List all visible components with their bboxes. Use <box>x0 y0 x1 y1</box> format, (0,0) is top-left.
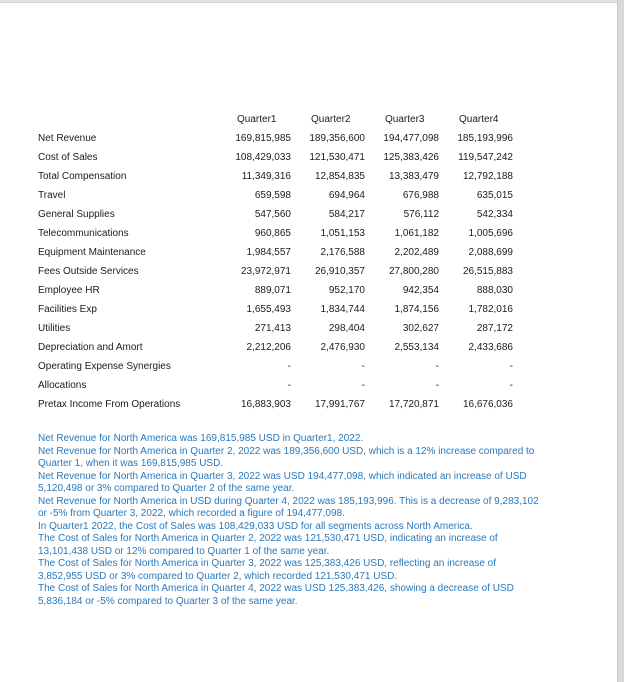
note-line: 13,101,438 USD or 12% compared to Quarter 1 of the same year. <box>38 545 330 557</box>
table-cell: - <box>435 361 439 372</box>
row-label: Depreciation and Amort <box>38 342 143 353</box>
table-row <box>38 281 513 300</box>
table-row <box>38 186 513 205</box>
column-header-quarter1: Quarter1 <box>237 114 277 125</box>
table-cell: 2,088,699 <box>468 247 513 258</box>
table-cell: 26,515,883 <box>462 266 513 277</box>
table-cell: - <box>361 380 365 391</box>
table-cell: 952,170 <box>328 285 365 296</box>
table-cell: 125,383,426 <box>383 152 439 163</box>
table-row <box>38 357 513 376</box>
table-cell: - <box>287 361 291 372</box>
note-line: Net Revenue for North America in Quarter 2, 2022 was 189,356,600 USD, which is a 12% increase compared to <box>38 445 535 457</box>
column-header-quarter3: Quarter3 <box>385 114 425 125</box>
table-cell: 121,530,471 <box>309 152 365 163</box>
note-line: Net Revenue for North America was 169,815,985 USD in Quarter1, 2022. <box>38 433 364 444</box>
table-row <box>38 243 513 262</box>
table-header-row <box>38 110 513 129</box>
page-right-edge <box>617 0 624 682</box>
row-label: Cost of Sales <box>38 152 98 163</box>
note-line: The Cost of Sales for North America in Quarter 4, 2022 was USD 125,383,426, showing a decrease of USD <box>38 583 514 594</box>
table-cell: 16,676,036 <box>462 399 513 410</box>
table-cell: 889,071 <box>254 285 291 296</box>
table-cell: 1,984,557 <box>246 247 291 258</box>
table-cell: - <box>287 380 291 391</box>
row-label: Employee HR <box>38 285 100 296</box>
table-cell: 169,815,985 <box>235 133 291 144</box>
table-cell: 108,429,033 <box>235 152 291 163</box>
table-cell: 302,627 <box>402 323 439 334</box>
table-cell: 12,854,835 <box>314 171 365 182</box>
note-line: 5,836,184 or -5% compared to Quarter 3 of the same year. <box>38 595 298 607</box>
quarterly-financials-table <box>38 110 513 414</box>
note-line: 5,120,498 or 3% compared to Quarter 2 of the same year. <box>38 483 295 494</box>
table-cell: 17,720,871 <box>388 399 439 410</box>
note-line: or -5% from Quarter 3, 2022, which recorded a figure of 194,477,098. <box>38 508 345 519</box>
table-row <box>38 300 513 319</box>
table-cell: 2,476,930 <box>320 342 365 353</box>
table-row <box>38 319 513 338</box>
row-label: Utilities <box>38 323 71 334</box>
table-row <box>38 167 513 186</box>
row-label: General Supplies <box>38 209 115 220</box>
table-cell: 1,874,156 <box>394 304 439 315</box>
column-header-quarter4: Quarter4 <box>459 114 499 125</box>
row-label-header <box>38 110 217 129</box>
table-cell: 13,383,479 <box>388 171 439 182</box>
table-cell: 1,005,696 <box>468 228 513 239</box>
table-row <box>38 395 513 414</box>
note-line: The Cost of Sales for North America in Quarter 3, 2022 was 125,383,426 USD, reflecting an increase of <box>38 558 497 569</box>
table-cell: 185,193,996 <box>457 133 513 144</box>
table-cell: 2,212,206 <box>246 342 291 353</box>
table-cell: 26,910,357 <box>314 266 365 277</box>
note-line: In Quarter1 2022, the Cost of Sales was 108,429,033 USD for all segments across North America. <box>38 520 473 532</box>
table-row <box>38 205 513 224</box>
table-cell: 189,356,600 <box>309 133 365 144</box>
table-cell: 271,413 <box>254 323 291 334</box>
table-cell: 119,547,242 <box>458 152 513 163</box>
commentary-text-block <box>38 433 583 608</box>
table-row <box>38 224 513 243</box>
table-cell: 2,202,489 <box>394 247 439 258</box>
row-label: Operating Expense Synergies <box>38 361 171 372</box>
table-cell: 17,991,767 <box>314 399 365 410</box>
table-row <box>38 338 513 357</box>
table-cell: 23,972,971 <box>240 266 291 277</box>
table-cell: 542,334 <box>476 209 513 220</box>
table-cell: - <box>361 361 365 372</box>
row-label: Pretax Income From Operations <box>38 399 181 410</box>
table-cell: 194,477,098 <box>383 133 439 144</box>
table-cell: 676,988 <box>402 190 439 201</box>
note-line: Net Revenue for North America in USD during Quarter 4, 2022 was 185,193,996. This is a decrease of 9,283,102 <box>38 495 539 507</box>
table-cell: 1,061,182 <box>394 228 439 239</box>
row-label: Allocations <box>38 380 87 391</box>
table-row <box>38 129 513 148</box>
row-label: Facilities Exp <box>38 304 97 315</box>
window-top-edge <box>0 0 624 3</box>
table-cell: 2,553,134 <box>394 342 439 353</box>
table-cell: 1,782,016 <box>468 304 513 315</box>
row-label: Fees Outside Services <box>38 266 139 277</box>
table-row <box>38 262 513 281</box>
note-line: The Cost of Sales for North America in Quarter 2, 2022 was 121,530,471 USD, indicating an increase of <box>38 533 498 544</box>
table-cell: 1,655,493 <box>246 304 291 315</box>
table-cell: 2,433,686 <box>468 342 513 353</box>
table-cell: 694,964 <box>328 190 365 201</box>
table-cell: 659,598 <box>254 190 291 201</box>
table-cell: 960,865 <box>254 228 291 239</box>
note-line: Net Revenue for North America in Quarter 3, 2022 was USD 194,477,098, which indicated an increase of USD <box>38 470 527 482</box>
table-cell: 635,015 <box>476 190 513 201</box>
table-row <box>38 376 513 395</box>
table-cell: 27,800,280 <box>388 266 439 277</box>
table-cell: 1,834,744 <box>320 304 365 315</box>
row-label: Telecommunications <box>38 228 129 239</box>
table-cell: 1,051,153 <box>320 228 365 239</box>
row-label: Equipment Maintenance <box>38 247 146 258</box>
row-label: Travel <box>38 190 66 201</box>
table-cell: 576,112 <box>403 209 439 220</box>
table-cell: 2,176,588 <box>320 247 365 258</box>
table-cell: 888,030 <box>476 285 513 296</box>
table-cell: 16,883,903 <box>240 399 291 410</box>
column-header-quarter2: Quarter2 <box>311 114 351 125</box>
note-line: Quarter 1, when it was 169,815,985 USD. <box>38 458 224 469</box>
table-row <box>38 148 513 167</box>
table-cell: 11,349,316 <box>241 171 291 182</box>
table-cell: 12,792,188 <box>462 171 513 182</box>
row-label: Net Revenue <box>38 133 97 144</box>
table-cell: 287,172 <box>476 323 513 334</box>
table-cell: - <box>509 380 513 391</box>
row-label: Total Compensation <box>38 171 127 182</box>
note-line: 3,852,955 USD or 3% compared to Quarter 2, which recorded 121,530,471 USD. <box>38 570 398 582</box>
table-cell: 584,217 <box>328 209 365 220</box>
table-cell: 942,354 <box>402 285 439 296</box>
table-cell: 547,560 <box>254 209 291 220</box>
table-cell: - <box>435 380 439 391</box>
table-cell: 298,404 <box>328 323 365 334</box>
table-cell: - <box>509 361 513 372</box>
